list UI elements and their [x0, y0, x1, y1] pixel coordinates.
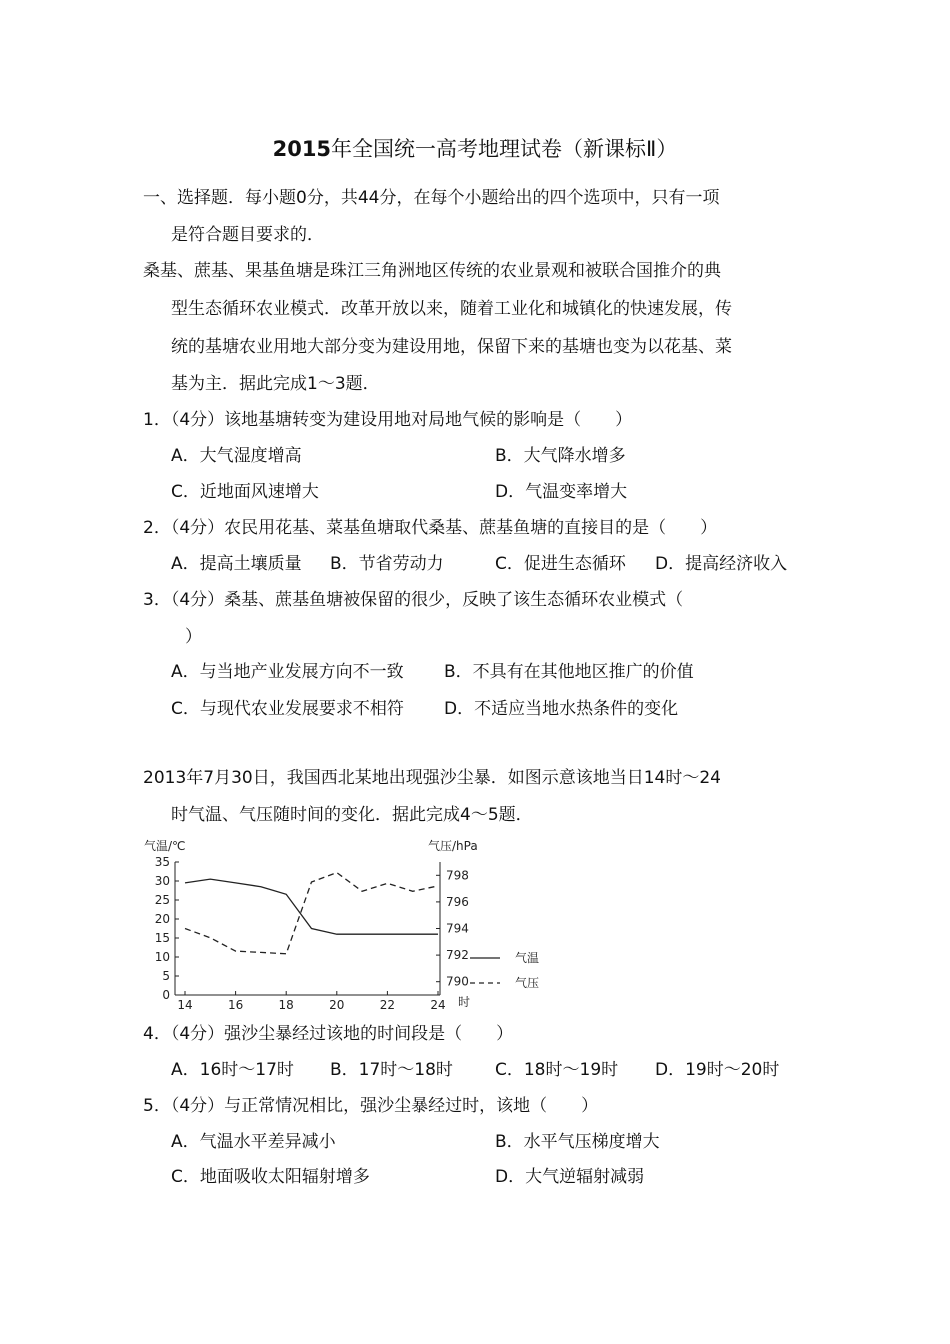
x-tick-label: 18: [278, 998, 294, 1012]
q3-option-c: C．与现代农业发展要求不相符: [171, 699, 404, 719]
q4-option-b: B．17时～18时: [330, 1060, 453, 1080]
section-heading-line2: 是符合题目要求的．: [171, 225, 324, 245]
left-y-tick-label: 15: [154, 931, 170, 945]
left-y-tick-label: 10: [154, 950, 170, 964]
q2-option-d: D．提高经济收入: [655, 554, 788, 574]
passage1-line: 统的基塘农业用地大部分变为建设用地，保留下来的基塘也变为以花基、菜: [171, 337, 732, 357]
passage2-line1: 2013年7月30日，我国西北某地出现强沙尘暴．如图示意该地当日14时～24: [143, 768, 721, 788]
x-tick-label: 14: [177, 998, 193, 1012]
q5-option-c: C．地面吸收太阳辐射增多: [171, 1167, 370, 1187]
q3-option-d: D．不适应当地水热条件的变化: [444, 699, 679, 719]
right-y-tick-label: 796: [446, 894, 469, 909]
section-heading-line1: 一、选择题．每小题0分，共44分，在每个小题给出的四个选项中，只有一项: [143, 188, 720, 208]
left-y-tick-label: 25: [154, 893, 170, 907]
q4-option-a: A．16时～17时: [171, 1060, 294, 1080]
left-y-tick-label: 0: [162, 988, 170, 1002]
q2-option-c: C．促进生态循环: [495, 554, 626, 574]
left-y-tick-label: 30: [154, 874, 170, 888]
q4-option-c: C．18时～19时: [495, 1060, 619, 1080]
q3-option-a: A．与当地产业发展方向不一致: [171, 662, 404, 682]
left-y-tick-label: 20: [154, 912, 170, 926]
q1-option-d: D．气温变率增大: [495, 482, 628, 502]
legend-label-temperature: 气温: [515, 951, 540, 965]
pressure-series-line: [185, 873, 438, 954]
right-y-tick-label: 790: [446, 974, 469, 989]
q5-stem: 5．（4分）与正常情况相比，强沙尘暴经过时，该地（ ）: [143, 1096, 599, 1116]
legend-label-pressure: 气压: [515, 976, 540, 990]
q5-option-d: D．大气逆辐射减弱: [495, 1167, 645, 1187]
passage1-line: 基为主．据此完成1～3题．: [171, 374, 380, 394]
passage1-line: 桑基、蔗基、果基鱼塘是珠江三角洲地区传统的农业景观和被联合国推介的典: [143, 261, 721, 281]
x-axis-label: 时: [458, 995, 471, 1009]
q2-option-b: B．节省劳动力: [330, 554, 444, 574]
x-tick-label: 24: [430, 998, 446, 1012]
right-axis-label: 气压/hPa: [428, 839, 478, 853]
right-y-tick-label: 792: [446, 948, 469, 963]
right-y-tick-label: 794: [446, 921, 469, 936]
q1-option-a: A．大气湿度增高: [171, 446, 302, 466]
temperature-pressure-chart: [140, 835, 560, 1015]
left-y-tick-label: 35: [154, 855, 170, 869]
q4-stem: 4．（4分）强沙尘暴经过该地的时间段是（ ）: [143, 1024, 514, 1044]
q1-stem: 1．（4分）该地基塘转变为建设用地对局地气候的影响是（ ）: [143, 410, 633, 430]
q5-option-a: A．气温水平差异减小: [171, 1132, 336, 1152]
q1-option-c: C．近地面风速增大: [171, 482, 319, 502]
right-y-tick-label: 798: [446, 868, 469, 883]
q5-option-b: B．水平气压梯度增大: [495, 1132, 660, 1152]
x-tick-label: 16: [227, 998, 244, 1012]
q1-option-b: B．大气降水增多: [495, 446, 626, 466]
q3-stem-line1: 3．（4分）桑基、蔗基鱼塘被保留的很少，反映了该生态循环农业模式（: [143, 590, 684, 610]
left-axis-label: 气温/℃: [144, 839, 186, 853]
q3-option-b: B．不具有在其他地区推广的价值: [444, 662, 694, 682]
q2-option-a: A．提高土壤质量: [171, 554, 302, 574]
passage1-line: 型生态循环农业模式．改革开放以来，随着工业化和城镇化的快速发展，传: [171, 299, 732, 319]
q4-option-d: D．19时～20时: [655, 1060, 780, 1080]
x-tick-label: 20: [329, 998, 345, 1012]
x-tick-label: 22: [379, 998, 396, 1012]
left-y-tick-label: 5: [162, 969, 170, 983]
q2-stem: 2．（4分）农民用花基、菜基鱼塘取代桑基、蔗基鱼塘的直接目的是（ ）: [143, 518, 718, 538]
page-title: 2015年全国统一高考地理试卷（新课标Ⅱ）: [272, 137, 678, 161]
passage2-line2: 时气温、气压随时间的变化．据此完成4～5题．: [171, 805, 533, 825]
q3-stem-line2: ）: [185, 627, 202, 647]
